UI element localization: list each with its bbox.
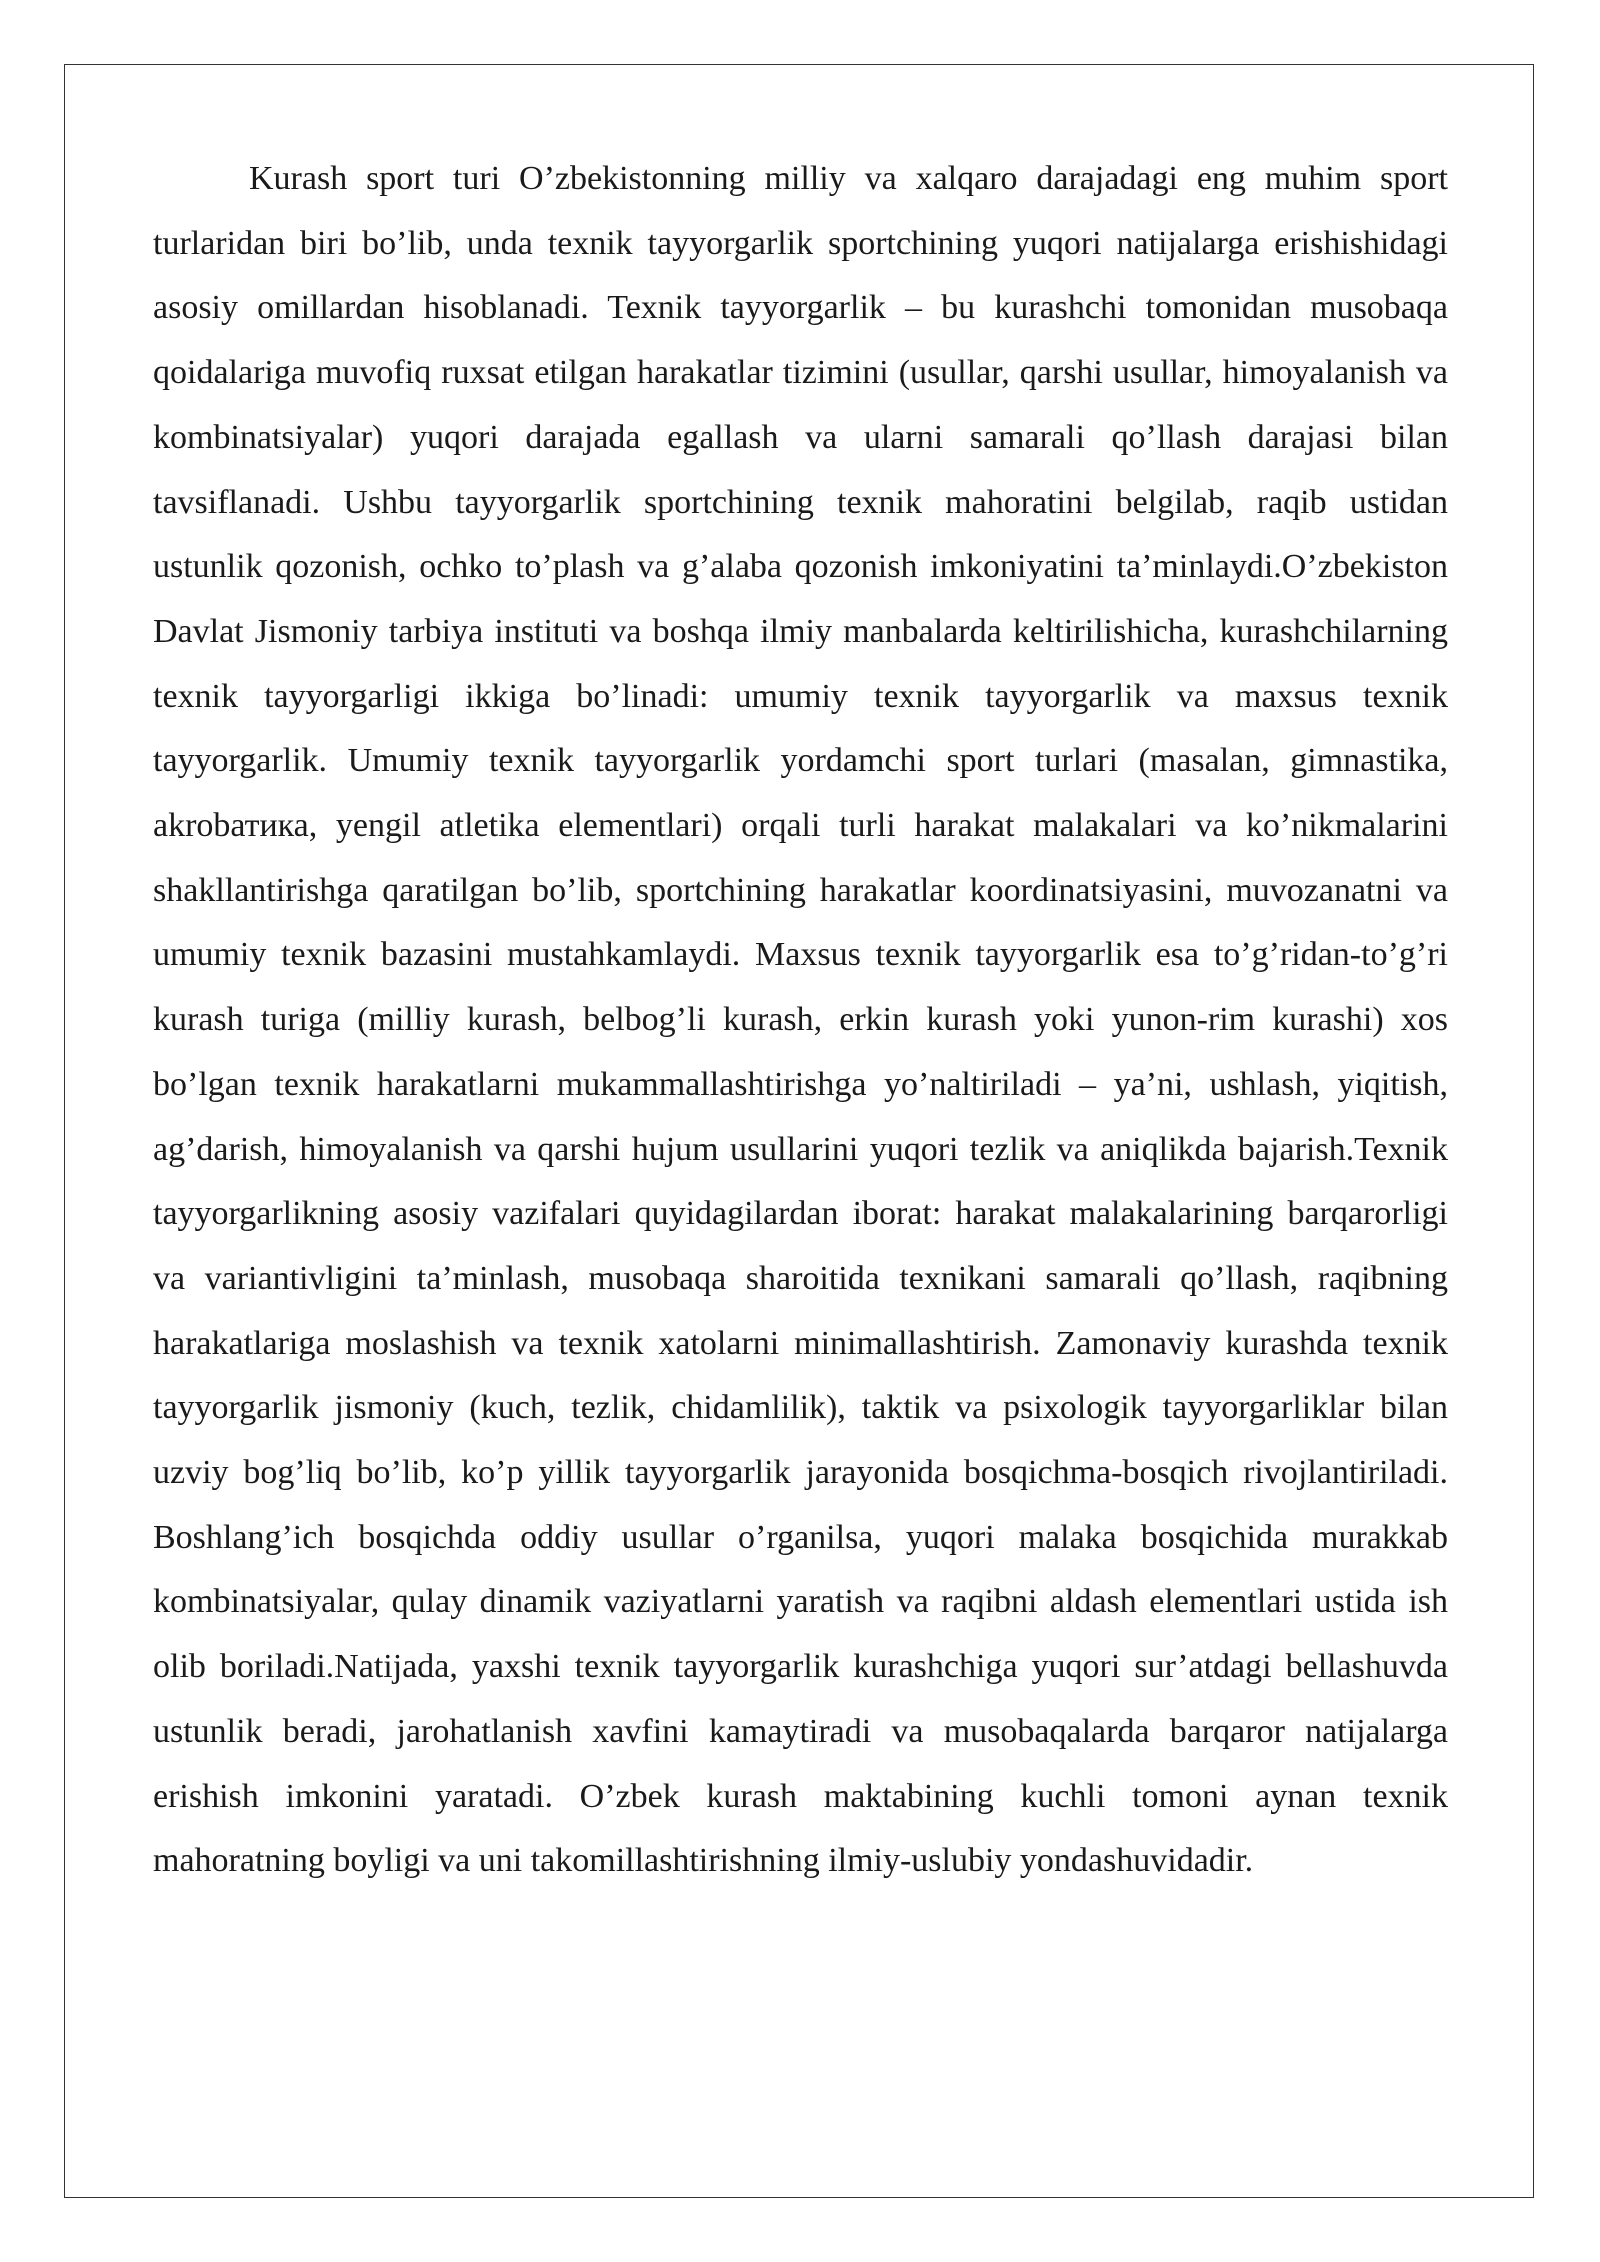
- body-paragraph: Kurash sport turi O’zbekistonning milliy va xalqaro darajadagi eng muhim sport turlaridan biri bo’lib, unda texnik tayyorgarlik sportchining yuqori natijalarga erishishidagi asosiy omillardan hisoblanadi. Texnik tayyorgarlik – bu kurashchi tomonidan musobaqa qoidalariga muvofiq ruxsat etilgan harakatlar tizimini (usullar, qarshi usullar, himoyalanish va kombinatsiyalar) yuqori darajada egallash va ularni samarali qo’llash darajasi bilan tavsiflanadi. Ushbu tayyorgarlik sportchining texnik mahoratini belgilab, raqib ustidan ustunlik qozonish, ochko to’plash va g’alaba qozonish imkoniyatini ta’minlaydi.O’zbekiston Davlat Jismoniy tarbiya instituti va boshqa ilmiy manbalarda keltirilishicha, kurashchilarning texnik tayyorgarligi ikkiga bo’linadi: umumiy texnik tayyorgarlik va maxsus texnik tayyorgarlik. Umumiy texnik tayyorgarlik yordamchi sport turlari (masalan, gimnastika, akrobатика, yengil atletika elementlari) orqali turli harakat malakalari va ko’nikmalarini shakllantirishga qaratilgan bo’lib, sportchining harakatlar koordinatsiyasini, muvozanatni va umumiy texnik bazasini mustahkamlaydi. Maxsus texnik tayyorgarlik esa to’g’ridan-to’g’ri kurash turiga (milliy kurash, belbog’li kurash, erkin kurash yoki yunon-rim kurashi) xos bo’lgan texnik harakatlarni mukammallashtirishga yo’naltiriladi – ya’ni, ushlash, yiqitish, ag’darish, himoyalanish va qarshi hujum usullarini yuqori tezlik va aniqlikda bajarish.Texnik tayyorgarlikning asosiy vazifalari quyidagilardan iborat: harakat malakalarining barqarorligi va variantivligini ta’minlash, musobaqa sharoitida texnikani samarali qo’llash, raqibning harakatlariga moslashish va texnik xatolarni minimallashtirish. Zamonaviy kurashda texnik tayyorgarlik jismoniy (kuch, tezlik, chidamlilik), taktik va psixologik tayyorgarliklar bilan uzviy bog’liq bo’lib, ko’p yillik tayyorgarlik jarayonida bosqichma-bosqich rivojlantiriladi. Boshlang’ich bosqichda oddiy usullar o’rganilsa, yuqori malaka bosqichida murakkab kombinatsiyalar, qulay dinamik vaziyatlarni yaratish va raqibni aldash elementlari ustida ish olib boriladi.Natijada, yaxshi texnik tayyorgarlik kurashchiga yuqori sur’atdagi bellashuvda ustunlik beradi, jarohatlanish xavfini kamaytiradi va musobaqalarda barqaror natijalarga erishish imkonini yaratadi. O’zbek kurash maktabining kuchli tomoni aynan texnik mahoratning boyligi va uni takomillashtirishning ilmiy-uslubiy yondashuvidadir.: [153, 160, 1448, 1880]
- document-body: [153, 147, 1448, 1894]
